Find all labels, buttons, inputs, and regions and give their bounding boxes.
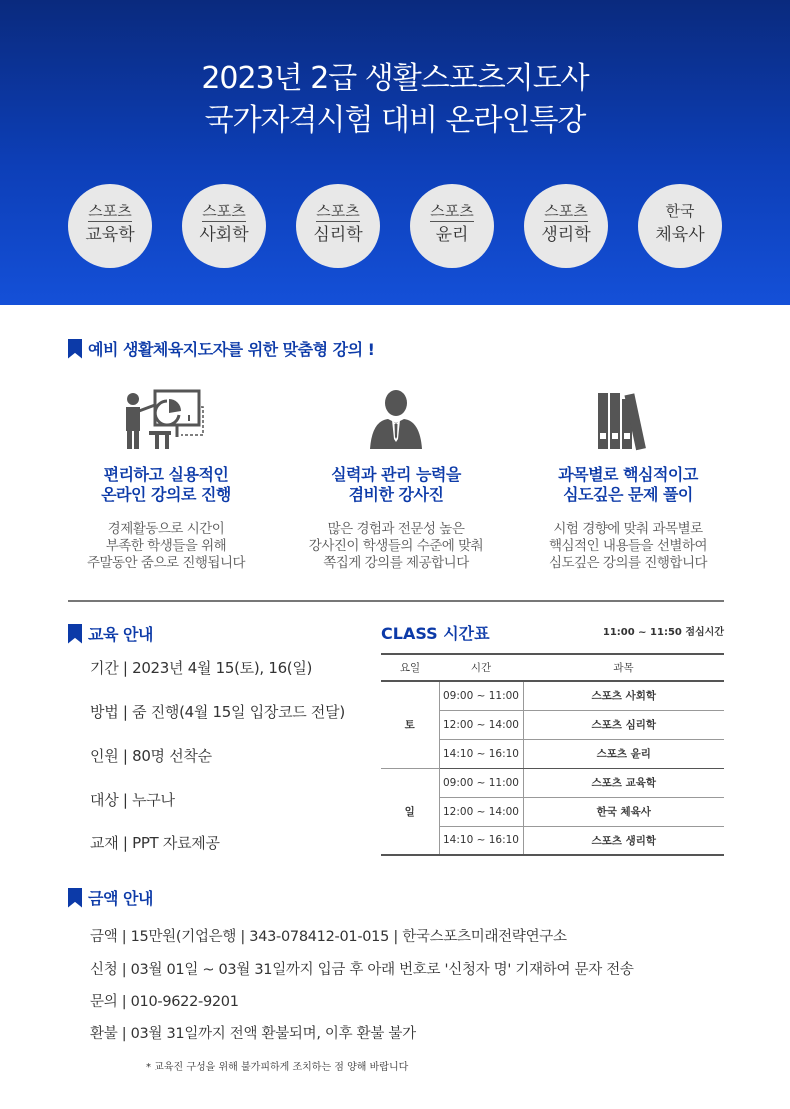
subject-label-top: 스포츠 [544,202,588,220]
fee-amount: 금액 | 15만원(기업은행 | 343-078412-01-015 | 한국스포츠미래전략연구소 [90,929,567,945]
day-saturday: 토 [381,681,439,768]
education-heading-text: 교육 안내 [88,625,153,644]
bookmark-icon [68,339,82,359]
feature-desc-line: 주말동안 줌으로 진행됩니다 [86,555,246,571]
feature-problems [508,385,748,572]
feature-title-line: 심도깊은 문제 풀이 [563,485,693,504]
fee-refund: 환불 | 03월 31일까지 전액 환불되며, 이후 환불 불가 [90,1026,416,1042]
intro-heading [68,337,374,360]
cell-subject: 한국 체육사 [523,797,724,826]
bookmark-icon [68,624,82,644]
cell-subject: 스포츠 교육학 [523,768,724,797]
header-day: 요일 [381,654,439,681]
instructor-icon [276,385,516,451]
feature-desc-line: 심도깊은 강의를 진행합니다 [548,555,708,571]
title-line-2: 국가자격시험 대비 온라인특강 [204,103,586,138]
info-period: 기간 | 2023년 4월 15(토), 16(일) [90,659,313,677]
subject-list [68,184,722,268]
subject-label-top: 스포츠 [202,202,246,220]
subject-label-top: 한국 [665,202,695,220]
subject-circle-education [68,184,152,268]
lunch-time: 11:00 ~ 11:50 점심시간 [602,627,724,638]
cell-subject: 스포츠 심리학 [523,710,724,739]
feature-title-line: 편리하고 실용적인 [103,465,229,484]
fee-apply: 신청 | 03월 01일 ~ 03월 31일까지 입금 후 아래 번호로 '신청자 명' 기재하여 문자 전송 [90,962,634,978]
feature-desc-line: 많은 경험과 전문성 높은 [327,521,465,537]
info-material: 교재 | PPT 자료제공 [90,834,220,852]
feature-desc-line: 시험 경향에 맞춰 과목별로 [553,521,703,537]
info-target: 대상 | 누구나 [90,791,175,809]
subject-label-top: 스포츠 [88,202,132,220]
table-row [381,681,724,710]
info-capacity: 인원 | 80명 선착순 [90,747,212,765]
table-row [381,768,724,797]
feature-title-line: 온라인 강의로 진행 [101,485,231,504]
feature-desc-line: 경제활동으로 시간이 [107,521,225,537]
footnote: * 교육진 구성을 위해 불가피하게 조치하는 점 양해 바랍니다 [146,1062,409,1073]
subject-circle-physiology [524,184,608,268]
education-heading [68,622,153,645]
subject-label-bottom: 윤리 [435,225,469,245]
feature-instructors [276,385,516,572]
cell-time: 12:00 ~ 14:00 [439,797,523,826]
info-method: 방법 | 줌 진행(4월 15일 입장코드 전달) [90,703,345,721]
subject-label-bottom: 사회학 [199,225,249,245]
subject-label-bottom: 체육사 [655,225,705,245]
cell-time: 14:10 ~ 16:10 [439,739,523,768]
section-divider [68,600,724,602]
subject-label-bottom: 생리학 [541,225,591,245]
header-time: 시간 [439,654,523,681]
cell-subject: 스포츠 사회학 [523,681,724,710]
bookmark-icon [68,888,82,908]
subject-label-bottom: 교육학 [85,225,135,245]
feature-desc-line: 쪽집게 강의를 제공합니다 [323,555,469,571]
feature-desc-line: 핵심적인 내용들을 선별하여 [548,538,708,554]
feature-desc-line: 부족한 학생들을 위해 [105,538,227,554]
fee-heading-text: 금액 안내 [88,889,153,908]
subject-label-bottom: 심리학 [313,225,363,245]
title-line-1: 2023년 2급 생활스포츠지도사 [201,61,589,96]
subject-circle-ethics [410,184,494,268]
cell-time: 09:00 ~ 11:00 [439,768,523,797]
subject-circle-history [638,184,722,268]
subject-circle-psychology [296,184,380,268]
fee-contact: 문의 | 010-9622-9201 [90,994,239,1010]
feature-online [46,385,286,572]
books-icon [508,385,748,451]
presentation-icon [46,385,286,451]
header-subject: 과목 [523,654,724,681]
cell-subject: 스포츠 생리학 [523,826,724,855]
day-sunday: 일 [381,768,439,855]
cell-time: 09:00 ~ 11:00 [439,681,523,710]
intro-heading-text: 예비 생활체육지도자를 위한 맞춤형 강의 ! [88,340,375,359]
feature-title-line: 과목별로 핵심적이고 [558,465,698,484]
subject-label-top: 스포츠 [430,202,474,220]
page-title [0,58,790,142]
cell-subject: 스포츠 윤리 [523,739,724,768]
subject-label-top: 스포츠 [316,202,360,220]
schedule-table [381,653,724,856]
feature-title-line: 실력과 관리 능력을 [331,465,461,484]
feature-title-line: 겸비한 강사진 [348,485,444,504]
cell-time: 12:00 ~ 14:00 [439,710,523,739]
header-banner [0,0,790,305]
fee-heading [68,886,153,909]
schedule-title: CLASS 시간표 [381,624,490,643]
table-header-row [381,654,724,681]
subject-circle-sociology [182,184,266,268]
feature-desc-line: 강사진이 학생들의 수준에 맞춰 [308,538,484,554]
cell-time: 14:10 ~ 16:10 [439,826,523,855]
